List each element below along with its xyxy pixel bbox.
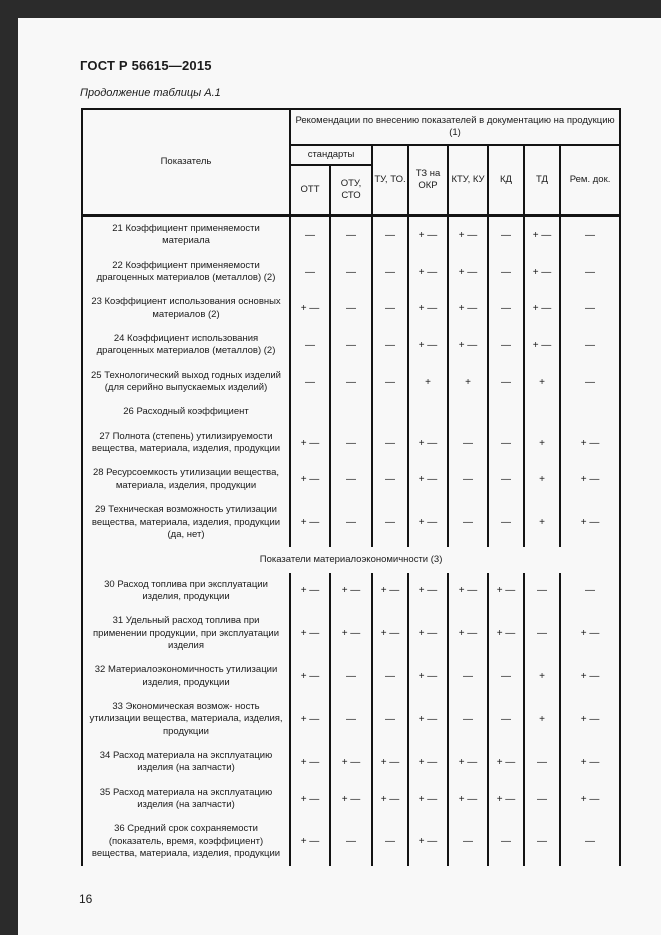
table-row [82,327,620,364]
cell-value: — [330,290,372,327]
cell-value: — [524,609,560,658]
table-row [82,216,620,254]
page-number: 16 [79,892,93,907]
table-caption: Продолжение таблицы А.1 [80,87,221,99]
cell-value: — [524,744,560,781]
cell-value: + — [290,290,330,327]
cell-value: + — [524,290,560,327]
cell-value: — [290,216,330,254]
cell-value: + — [290,609,330,658]
cell-value: — [560,254,620,291]
cell-value: — [330,425,372,462]
cell-value: + — [290,425,330,462]
cell-value: — [372,817,408,866]
cell-value: — [524,817,560,866]
cell-value [290,400,330,424]
cell-value: — [560,216,620,254]
row-label: 36 Средний срок сохраняемости (показатель, время, коэффициент) вещества, материала, изделия, продукции [82,817,290,866]
cell-value: + — [448,327,488,364]
row-label: 23 Коэффициент использования основных материалов (2) [82,290,290,327]
cell-value: — [448,658,488,695]
cell-value: + — [372,744,408,781]
table-row [82,695,620,744]
cell-value: + — [408,290,448,327]
cell-value: + — [488,609,524,658]
cell-value: — [372,425,408,462]
row-label: 26 Расходный коэффициент [82,400,290,424]
row-label: 24 Коэффициент использования драгоценных материалов (металлов) (2) [82,327,290,364]
cell-value: + — [448,290,488,327]
table-row [82,425,620,462]
cell-value: — [488,695,524,744]
cell-value: + — [290,817,330,866]
cell-value: — [330,216,372,254]
row-label: 33 Экономическая возмож- ность утилизации вещества, материала, изделия, продукции [82,695,290,744]
cell-value: + — [560,609,620,658]
cell-value: — [290,364,330,401]
cell-value: + — [408,695,448,744]
cell-value: — [330,817,372,866]
cell-value: + — [408,609,448,658]
row-label: 31 Удельный расход топлива при применении продукции, при эксплуатации изделия [82,609,290,658]
row-label: 35 Расход материала на эксплуатацию изделия (на запчасти) [82,781,290,818]
column-header-standards: стандарты [290,145,372,165]
cell-value: + [448,364,488,401]
cell-value: + — [330,744,372,781]
cell-value: + — [488,744,524,781]
cell-value: — [330,461,372,498]
column-header-rem-dok: Рем. док. [560,145,620,216]
cell-value: + — [560,695,620,744]
cell-value: — [560,573,620,610]
cell-value: + — [488,573,524,610]
cell-value: + — [290,695,330,744]
cell-value [330,400,372,424]
cell-value: — [488,290,524,327]
cell-value: + — [448,216,488,254]
table-row [82,573,620,610]
column-header-ktu-ku: КТУ, КУ [448,145,488,216]
cell-value: + — [408,658,448,695]
cell-value: + — [408,817,448,866]
cell-value: + — [372,609,408,658]
column-header-ott: ОТТ [290,165,330,216]
cell-value: + [524,498,560,547]
cell-value: + — [408,461,448,498]
cell-value: + — [408,781,448,818]
cell-value: + — [448,781,488,818]
cell-value: — [488,216,524,254]
cell-value: — [290,327,330,364]
cell-value [448,400,488,424]
cell-value: — [330,327,372,364]
row-label: 34 Расход материала на эксплуатацию изделия (на запчасти) [82,744,290,781]
cell-value: — [488,364,524,401]
cell-value: — [372,364,408,401]
cell-value: + — [560,781,620,818]
column-header-pokazatel: Показатель [82,109,290,216]
cell-value: + — [290,498,330,547]
cell-value: — [372,498,408,547]
cell-value: — [560,327,620,364]
cell-value: — [448,817,488,866]
table-row [82,781,620,818]
cell-value: — [448,498,488,547]
cell-value: — [560,817,620,866]
cell-value: + — [408,425,448,462]
cell-value: — [330,364,372,401]
cell-value [488,400,524,424]
row-label: 30 Расход топлива при эксплуатации изделия, продукции [82,573,290,610]
cell-value: + — [290,573,330,610]
cell-value: + — [560,658,620,695]
cell-value: — [372,327,408,364]
cell-value: — [524,573,560,610]
cell-value: + — [448,573,488,610]
scan-edge-left [0,0,18,935]
cell-value: + — [524,216,560,254]
cell-value: + [524,364,560,401]
table-row [82,744,620,781]
cell-value: + — [448,609,488,658]
cell-value [372,400,408,424]
table-row [82,290,620,327]
cell-value: — [448,461,488,498]
row-label: 28 Ресурсоемкость утилизации вещества, материала, изделия, продукции [82,461,290,498]
cell-value: + — [524,254,560,291]
cell-value: + — [448,744,488,781]
cell-value: — [372,254,408,291]
cell-value: — [488,327,524,364]
cell-value: + — [524,327,560,364]
cell-value: — [488,254,524,291]
row-label: 25 Технологический выход годных изделий (для серийно выпускаемых изделий) [82,364,290,401]
cell-value: — [448,425,488,462]
cell-value: + — [290,461,330,498]
section-label: Показатели материалоэкономичности (3) [259,554,443,566]
cell-value: + — [408,744,448,781]
cell-value: — [372,658,408,695]
cell-value: + — [408,216,448,254]
cell-value: + [408,364,448,401]
cell-value: — [488,425,524,462]
row-label: 21 Коэффициент применяемости материала [82,216,290,254]
cell-value: — [290,254,330,291]
cell-value: — [330,498,372,547]
cell-value: + — [372,573,408,610]
cell-value: + — [408,498,448,547]
cell-value: — [372,290,408,327]
cell-value: + — [290,744,330,781]
cell-value: — [372,216,408,254]
row-label: 32 Материалоэкономичность утилизации изделия, продукции [82,658,290,695]
cell-value: + — [290,781,330,818]
cell-value: + — [372,781,408,818]
table-row [82,498,620,547]
cell-value: + [524,658,560,695]
cell-value: — [488,658,524,695]
row-label: 27 Полнота (степень) утилизируемости вещества, материала, изделия, продукции [82,425,290,462]
table-body [82,216,620,867]
column-header-otu-sto: ОТУ, СТО [330,165,372,216]
row-label: 29 Техническая возможность утилизации вещества, материала, изделия, продукции (да, нет) [82,498,290,547]
cell-value: + — [448,254,488,291]
cell-value: + — [408,327,448,364]
cell-value: — [372,461,408,498]
cell-value: — [524,781,560,818]
table-row [82,400,620,424]
table-row [82,609,620,658]
cell-value: + [524,695,560,744]
cell-value: — [488,498,524,547]
cell-value: + — [560,461,620,498]
cell-value [560,400,620,424]
column-header-group: Рекомендации по внесению показателей в документацию на продукцию (1) [290,109,620,145]
table-row [82,254,620,291]
cell-value: + — [290,658,330,695]
column-header-tu-to: ТУ, ТО. [372,145,408,216]
cell-value: — [330,695,372,744]
table-row [82,364,620,401]
table-row [82,461,620,498]
cell-value: + — [488,781,524,818]
indicators-table [81,108,621,866]
cell-value: — [488,817,524,866]
column-header-kd: КД [488,145,524,216]
cell-value: + — [560,498,620,547]
cell-value: + [524,461,560,498]
cell-value [408,400,448,424]
document-title: ГОСТ Р 56615—2015 [80,58,212,73]
cell-value: — [448,695,488,744]
cell-value: + — [560,744,620,781]
section-row [82,547,620,572]
cell-value: + — [560,425,620,462]
cell-value: — [372,695,408,744]
cell-value: + — [330,781,372,818]
cell-value: — [488,461,524,498]
row-label: 22 Коэффициент применяемости драгоценных материалов (металлов) (2) [82,254,290,291]
cell-value: + [524,425,560,462]
cell-value: + — [330,573,372,610]
cell-value: + — [408,254,448,291]
table-header [82,109,620,216]
table-row [82,658,620,695]
column-header-tz-na-okr: ТЗ на ОКР [408,145,448,216]
cell-value: + — [330,609,372,658]
cell-value [524,400,560,424]
column-header-td: ТД [524,145,560,216]
cell-value: — [330,658,372,695]
cell-value: — [560,364,620,401]
scan-edge-top [0,0,661,18]
cell-value: + — [408,573,448,610]
document-page [18,18,661,935]
cell-value: — [330,254,372,291]
table-row [82,817,620,866]
cell-value: — [560,290,620,327]
